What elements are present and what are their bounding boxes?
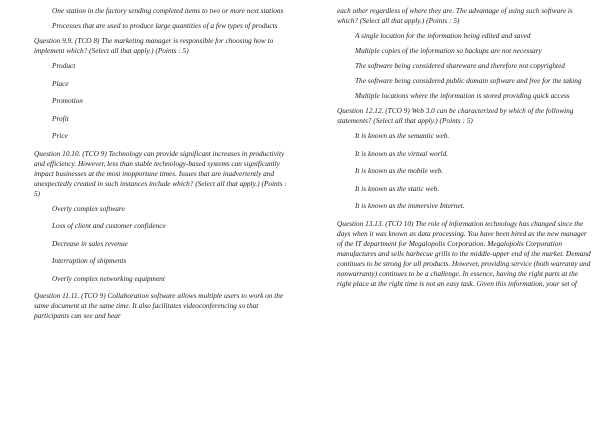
- question-11: Question 11.11. (TCO 9) Collaboration software allows multiple users to work on the same document at the same time. It also facilitates videoconferencing so that participants can see and hear: [34, 291, 284, 320]
- question-10: Question 10.10. (TCO 9) Technology can provide significant increases in productivity and efficiency. However, less than stable technology-based systems can significantly impact businesses at the most inopportune times. Issues that are inadvertently and unexpectedly created in such instances include which? (Select all that apply.) (Points : 5): [34, 148, 287, 198]
- q10-option-3[interactable]: Decrease in sales revenue: [52, 238, 128, 248]
- question-9: Question 9.9. (TCO 8) The marketing manager is responsible for choosing how to implement which? (Select all that apply.) (Points : 5): [34, 36, 274, 55]
- q9-option-product[interactable]: Product: [52, 61, 76, 70]
- q10-option-1[interactable]: Overly complex software: [52, 203, 125, 213]
- q12-option-4[interactable]: It is known as the static web.: [355, 183, 440, 193]
- intro-text-1: One station in the factory sending completed items to two or more next stations: [52, 6, 284, 15]
- intro-text-2: Processes that are used to produce large quantities of a few types of products: [52, 21, 278, 30]
- question-13: Question 13.13. (TCO 10) The role of information technology has changed since the days when it was known as data processing. You have been hired as the new manager of the IT department for Megalopolis Corporation. Megalopolis Corporation manufactures and sells barbecue grills to the middle-upper end of the market. Demand continues to be strong for all products. However, providing service (both warranty and nonwarranty) continues to be a challenge. In essence, having the right parts at the right place at the right time is not an easy task. Given this information, your set of: [337, 218, 591, 288]
- left-column: [34, 6, 290, 326]
- q12-option-3[interactable]: It is known as the mobile web.: [355, 166, 444, 175]
- q11-option-2[interactable]: Multiple copies of the information so backups are not necessary: [355, 46, 542, 55]
- q9-option-profit[interactable]: Profit: [52, 113, 69, 123]
- q9-option-place[interactable]: Place: [52, 78, 69, 88]
- right-column: [337, 6, 593, 294]
- q10-option-4[interactable]: Interruption of shipments: [52, 256, 127, 265]
- q9-option-promotion[interactable]: Promotion: [52, 96, 83, 105]
- q11-option-1[interactable]: A single location for the information being edited and saved: [355, 31, 531, 40]
- q11-option-3[interactable]: The software being considered shareware and therefore not copyrighted: [355, 61, 565, 70]
- question-11-continued: each other regardless of where they are. The advantage of using such software is which? (Select all that apply.) (Points : 5): [337, 6, 573, 25]
- q10-option-2[interactable]: Loss of client and customer confidence: [52, 221, 166, 230]
- q11-option-5[interactable]: Multiple locations where the information is stored providing quick access: [355, 91, 570, 100]
- q9-option-price[interactable]: Price: [52, 131, 68, 140]
- q12-option-1[interactable]: It is known as the semantic web.: [355, 131, 450, 140]
- q10-option-5[interactable]: Overly complex networking equipment: [52, 273, 165, 283]
- question-12: Question 12.12. (TCO 9) Web 3.0 can be characterized by which of the following statements? (Select all that apply.) (Points : 5): [337, 106, 574, 125]
- q12-option-5[interactable]: It is known as the immersive Internet.: [355, 201, 465, 210]
- q12-option-2[interactable]: It is known as the virtual world.: [355, 148, 449, 158]
- q11-option-4[interactable]: The software being considered public domain software and free for the taking: [355, 76, 582, 85]
